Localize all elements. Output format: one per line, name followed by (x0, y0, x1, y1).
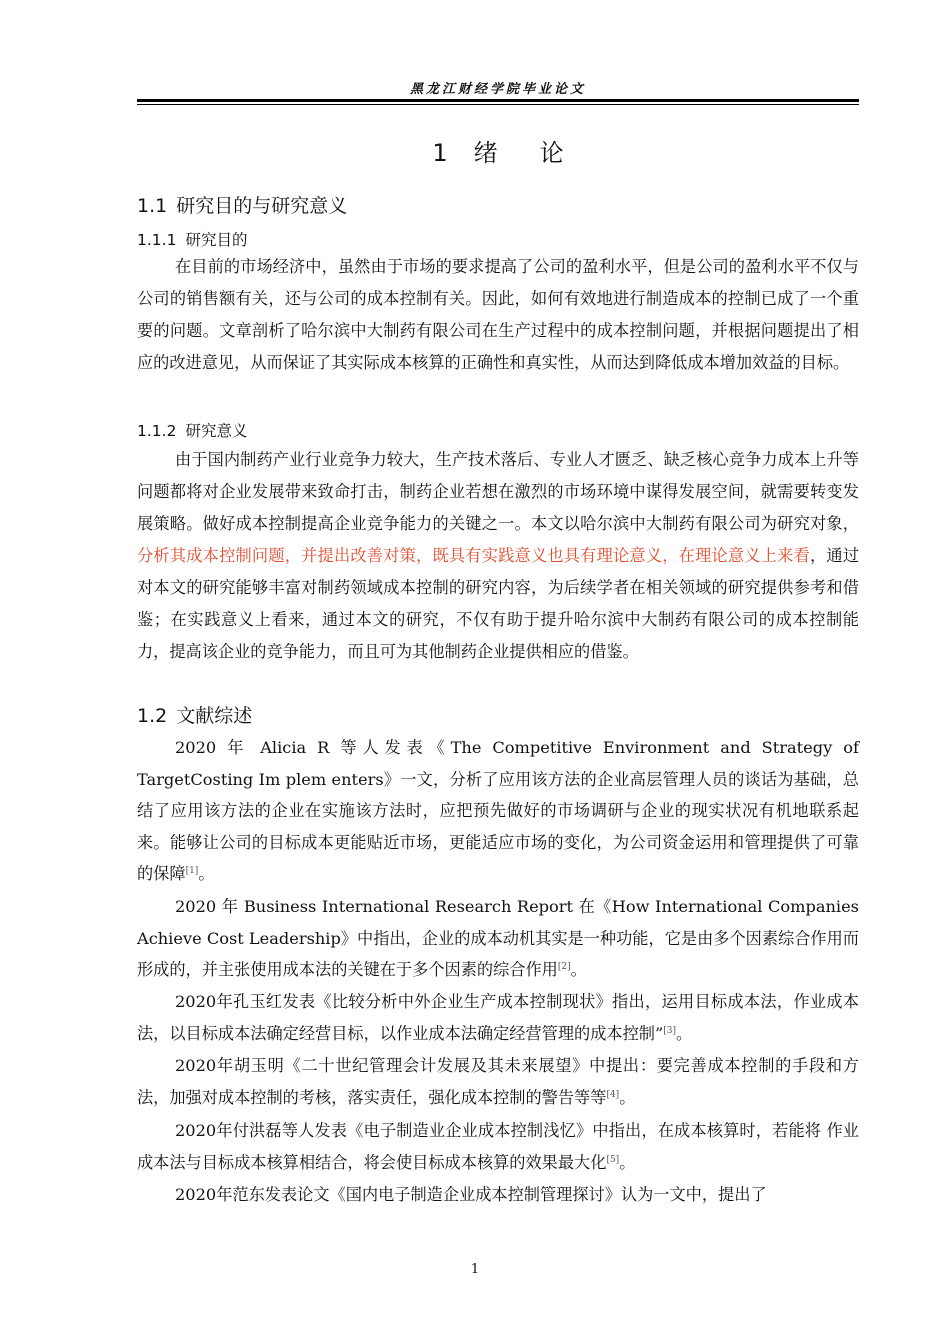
section-number: 1.1 (137, 195, 168, 217)
page-number: 1 (470, 1262, 480, 1277)
text-run: 。 (676, 1023, 693, 1043)
literature-paragraph-1 (137, 732, 859, 890)
subsection-heading-1-1-2 (137, 419, 247, 441)
text-run: 2020 年 Alicia R 等人发表《The Competitive Environment and Strategy of TargetCosting Im plem enters》一文，分析了应用该方法的企业高层管理人员的谈话为基础，总结了应用该方法的企业在实施该方法时，应把预先做好的市场调研与企业的现实状况有机地联系起来。能够让公司的目标成本更能贴近市场，更能适应市场的变化，为公司资金运用和管理提供了可靠的保障 (137, 738, 859, 883)
section-heading-1-1 (137, 191, 347, 218)
subsection-title: 研究意义 (185, 422, 248, 440)
citation-ref: [5] (606, 1154, 620, 1165)
running-header: 黑龙江财经学院毕业论文 (409, 82, 586, 97)
paragraph-research-purpose: 在目前的市场经济中，虽然由于市场的要求提高了公司的盈利水平，但是公司的盈利水平不仅与公司的销售额有关，还与公司的成本控制有关。因此，如何有效地进行制造成本的控制已成了一个重要的问题。文章剖析了哈尔滨中大制药有限公司在生产过程中的成本控制问题，并根据问题提出了相应的改进意见，从而保证了其实际成本核算的正确性和真实性，从而达到降低成本增加效益的目标。 (137, 257, 859, 372)
text-run: 2020年付洪磊等人发表《电子制造业企业成本控制浅忆》中指出，在成本核算时，若能将 作业成本法与目标成本核算相结合，将会使目标成本核算的效果最大化 (137, 1121, 859, 1172)
text-run: 。 (198, 864, 215, 883)
citation-ref: [3] (663, 1025, 677, 1036)
literature-paragraph-2 (137, 891, 859, 986)
literature-paragraph-4 (137, 1050, 859, 1113)
header-thin-rule (137, 104, 859, 105)
section-number: 1.2 (137, 705, 168, 727)
paragraph-research-significance (137, 444, 859, 668)
section-title: 文献综述 (176, 705, 253, 727)
text-run: 2020年胡玉明《二十世纪管理会计发展及其未来展望》中提出：要完善成本控制的手段和方法，加强对成本控制的考核，落实责任，强化成本控制的警告等等 (137, 1056, 859, 1107)
chapter-number: 1 (432, 139, 448, 167)
chapter-char-2: 论 (539, 139, 564, 167)
chapter-title (137, 133, 859, 168)
text-run: 。 (570, 960, 587, 979)
subsection-number: 1.1.1 (137, 231, 177, 249)
text-run: 。 (619, 1152, 636, 1172)
highlighted-text: 分析其成本控制问题，并提出改善对策，既具有实践意义也具有理论意义，在理论意义上来看 (137, 546, 810, 565)
section-title: 研究目的与研究意义 (176, 195, 348, 217)
text-run: 由于国内制药产业行业竞争力较大，生产技术落后、专业人才匮乏、缺乏核心竞争力成本上升等问题都将对企业发展带来致命打击，制药企业若想在激烈的市场环境中谋得发展空间，就需要转变发展策略。做好成本控制提高企业竞争能力的关键之一。本文以哈尔滨中大制药有限公司为研究对象， (137, 450, 859, 533)
literature-paragraph-6: 2020年范东发表论文《国内电子制造企业成本控制管理探讨》认为一文中，提出了 (175, 1185, 767, 1204)
text-run: ，通过对本文的研究能够丰富对制药领域成本控制的研究内容，为后续学者在相关领域的研究提供参考和借鉴；在实践意义上看来，通过本文的研究，不仅有助于提升哈尔滨中大制药有限公司的成本控制能力，提高该企业的竞争能力，而且可为其他制药企业提供相应的借鉴。 (137, 546, 860, 661)
section-heading-1-2 (137, 701, 252, 728)
citation-ref: [2] (557, 962, 571, 972)
literature-paragraph-3 (137, 986, 859, 1049)
subsection-number: 1.1.2 (137, 422, 177, 440)
chapter-char-1: 绪 (473, 139, 498, 167)
text-run: 2020年孔玉红发表《比较分析中外企业生产成本控制现状》指出，运用目标成本法，作业成本法，以目标成本法确定经营目标，以作业成本法确定经营管理的成本控制” (137, 992, 859, 1043)
text-run: 2020 年 Business International Research Report 在《How International Companies Achieve Cost Leadership》中指出，企业的成本动机其实是一种功能，它是由多个因素综合作用而形成的，并主张使用成本法的关键在于多个因素的综合作用 (137, 897, 859, 979)
citation-ref: [4] (606, 1089, 620, 1100)
text-run: 。 (619, 1087, 636, 1107)
literature-paragraph-5 (137, 1115, 859, 1178)
subsection-title: 研究目的 (185, 231, 248, 249)
citation-ref: [1] (185, 866, 199, 876)
subsection-heading-1-1-1 (137, 228, 247, 250)
header-thick-rule (137, 99, 859, 102)
